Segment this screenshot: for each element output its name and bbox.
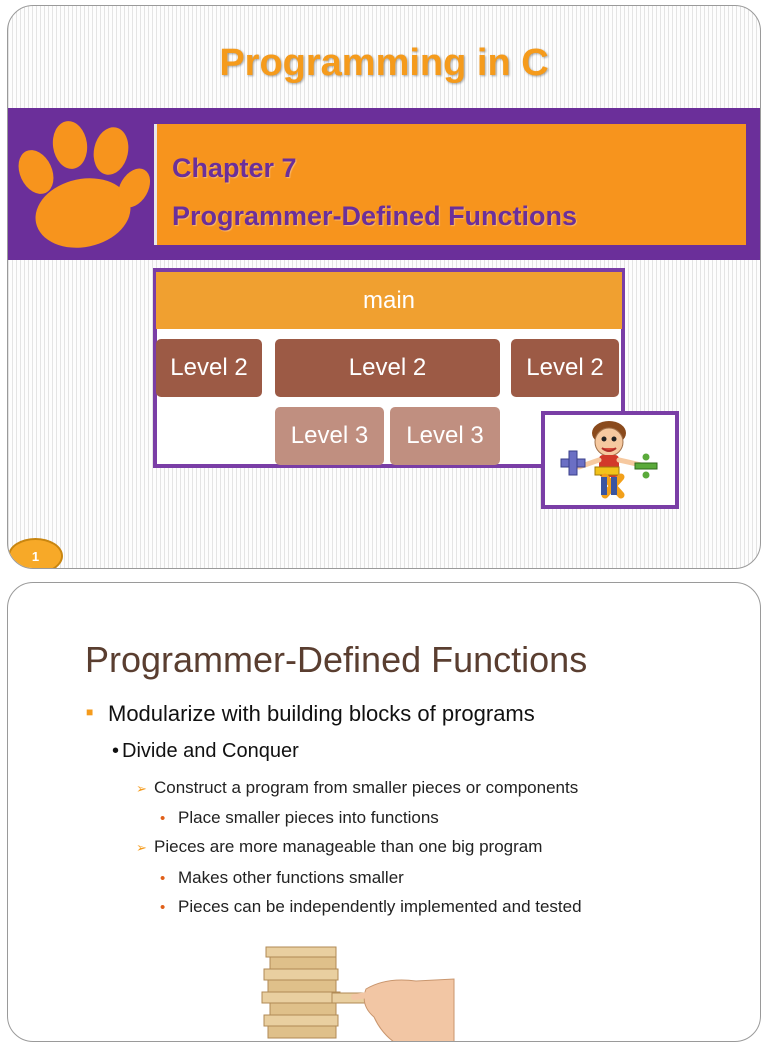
dot-bullet-icon: • xyxy=(160,870,166,887)
bullet-level3 xyxy=(136,778,578,798)
slide-1 xyxy=(7,5,761,569)
tiger-paw-logo xyxy=(8,118,154,250)
slide-2 xyxy=(7,582,761,1042)
bullet-text: Pieces are more manageable than one big program xyxy=(154,837,543,856)
bullet-level4 xyxy=(160,868,404,888)
dot-bullet-icon: • xyxy=(112,740,120,762)
bullet-text: Modularize with building blocks of programs xyxy=(108,701,535,726)
bullet-text: Pieces can be independently implemented and tested xyxy=(178,897,582,916)
hierarchy-level3-left: Level 3 xyxy=(275,407,384,465)
bullet-level2 xyxy=(112,740,299,763)
bullet-level4 xyxy=(160,808,439,828)
chapter-band xyxy=(8,108,760,260)
chapter-title: Programmer-Defined Functions xyxy=(172,201,578,231)
slide-title: Programmer-Defined Functions xyxy=(85,639,588,680)
bullet-text: Makes other functions smaller xyxy=(178,868,404,887)
jenga-tower-image xyxy=(256,939,456,1042)
arrow-bullet-icon: ➢ xyxy=(136,840,147,855)
chapter-number: Chapter 7 xyxy=(172,153,297,183)
hierarchy-level3-right: Level 3 xyxy=(390,407,500,465)
bullet-text: Construct a program from smaller pieces or components xyxy=(154,778,579,797)
arrow-bullet-icon: ➢ xyxy=(136,781,147,796)
chapter-box xyxy=(154,124,746,245)
square-bullet-icon: ■ xyxy=(86,705,94,720)
dot-bullet-icon: • xyxy=(160,810,166,827)
slide-title: Programming in C xyxy=(219,42,549,84)
dot-bullet-icon: • xyxy=(160,899,166,916)
hierarchy-main: main xyxy=(156,272,622,329)
page-number-badge: 1 xyxy=(8,538,63,569)
bullet-level3 xyxy=(136,837,542,857)
bullet-text: Divide and Conquer xyxy=(122,740,299,762)
hierarchy-level2-left: Level 2 xyxy=(156,339,262,397)
bullet-text: Place smaller pieces into functions xyxy=(178,808,439,827)
bullet-level4 xyxy=(160,897,582,917)
bullet-level1 xyxy=(86,701,535,727)
math-kid-clipart xyxy=(541,411,679,509)
hierarchy-level2-right: Level 2 xyxy=(511,339,619,397)
hierarchy-level2-center: Level 2 xyxy=(275,339,500,397)
